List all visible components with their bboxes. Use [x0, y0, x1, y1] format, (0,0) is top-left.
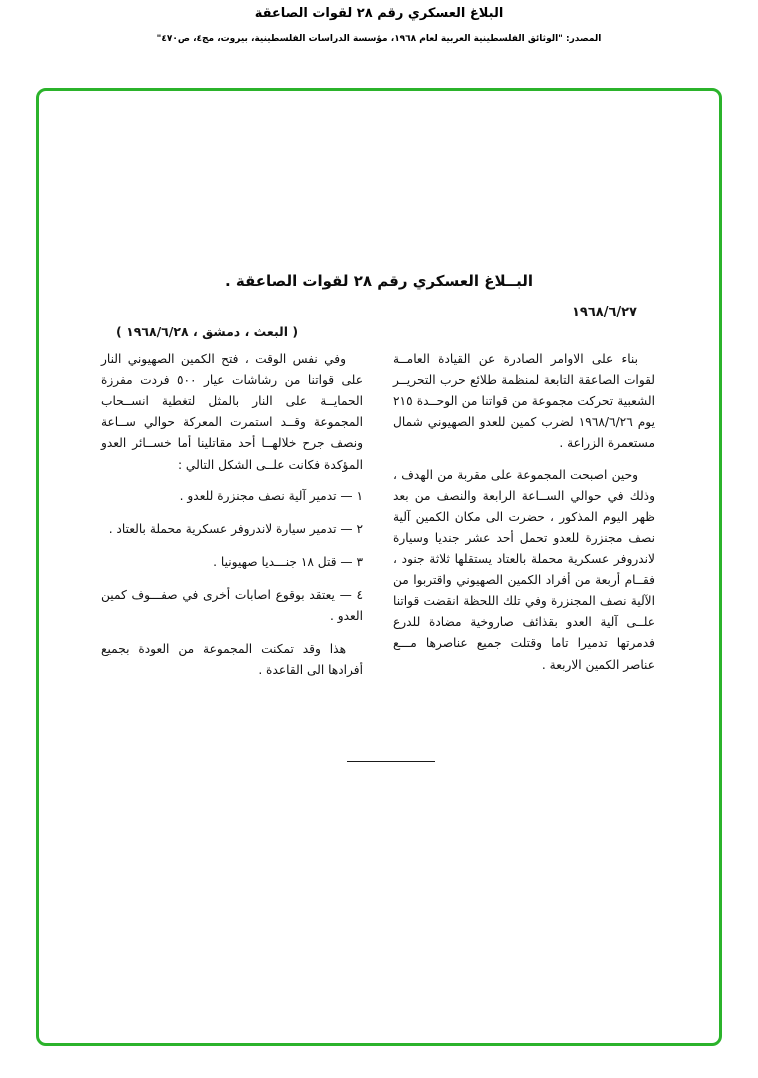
column-right — [393, 349, 655, 691]
bottom-divider — [347, 761, 435, 762]
communique-date: ١٩٦٨/٦/٢٧ — [571, 305, 637, 320]
list-item: ١ — تدمير آلية نصف مجنزرة للعدو . — [179, 488, 363, 503]
header-source-citation: المصدر: "الوثائق الفلسطينية العربية لعام ١٩٦٨، مؤسسة الدراسات الفلسطينية، بيروت، مج٤، ص٤٧٠" — [156, 34, 602, 44]
paragraph: وحين اصبحت المجموعة على مقربة من الهدف ، وذلك في حوالي الســاعة الرابعة والنصف من بعد ظهر اليوم المذكور ، حضرت الى مكان الكمين آلية نصف مجنزرة للعدو تحمل أحد عشر جنديا وسيارة لاندروفر عسكرية محملة بالعتاد يستقلها ثلاثة جنود ، فقــام أربعة من أفراد الكمين الصهيوني واقتربوا من الآلية نصف المجنزرة وفي تلك اللحظة انقضت قواتنا علــى آلية العدو بقذائف صاروخية مضادة للدرع فدمرتها تدميرا تاما وقتلت جميع عناصرها مـــع عناصر الكمين الاربعة . — [393, 467, 655, 672]
list-item: ٣ — قتل ١٨ جنـــديا صهيونيا . — [213, 554, 363, 569]
closing-paragraph: هذا وقد تمكنت المجموعة من العودة بجميع أفرادها الى القاعدة . — [101, 642, 363, 678]
paragraph: وفي نفس الوقت ، فتح الكمين الصهيوني النار على قواتنا من رشاشات عيار ٥٠٠ فردت مفرزة الحمايــة على النار بالمثل لتغطية انســحاب المجموعة وقــد استمرت المعركة حوالي ســاعة ونصف جرح خلالهــا أحد مقاتلينا أما خســائر العدو المؤكدة فكانت علــى الشكل التالي : — [101, 352, 363, 472]
list-item: ٢ — تدمير سيارة لاندروفر عسكرية محملة بالعتاد . — [108, 521, 363, 536]
two-column-body — [101, 349, 655, 691]
scanned-document-content — [39, 91, 719, 1043]
header-title: البلاغ العسكري رقم ٢٨ لقوات الصاعقة — [254, 6, 504, 21]
communique-title: البــلاغ العسكري رقم ٢٨ لقوات الصاعقة . — [224, 272, 534, 290]
communique-publication: ( البعث ، دمشق ، ١٩٦٨/٦/٢٨ ) — [116, 324, 299, 339]
list-item: ٤ — يعتقد بوقوع اصابات أخرى في صفـــوف كمين العدو . — [101, 587, 363, 624]
paragraph: بناء على الاوامر الصادرة عن القيادة العامــة لقوات الصاعقة التابعة لمنظمة طلائع حرب التحريــر الشعبية تحركت مجموعة من قواتنا من الوحــدة ٢١٥ يوم ١٩٦٨/٦/٢٦ لضرب كمين للعدو الصهيوني شمال مستعمرة الزراعة . — [393, 352, 655, 451]
communique-title-row — [39, 271, 719, 290]
scanned-document-frame — [36, 88, 722, 1046]
page-header — [0, 6, 758, 44]
column-left — [101, 349, 363, 691]
